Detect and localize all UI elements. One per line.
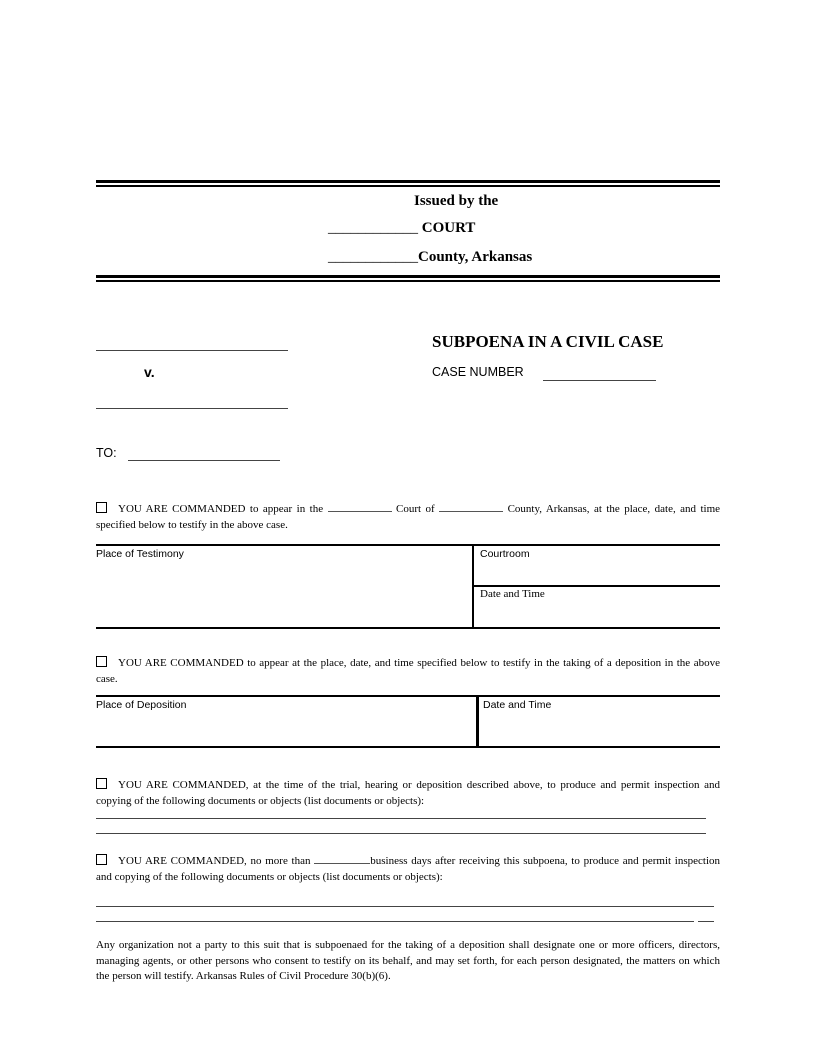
case-number-label: CASE NUMBER	[432, 365, 524, 379]
rule-30b6-notice: Any organization not a party to this suit that is subpoenaed for the taking of a deposition shall designate one or more officers, directors, managing agents, or other persons who consent to testify on its behalf, and may set forth, for each person designated, the matters on which the person will testify. Arkansas Rules of Civil Procedure 30(b)(6).	[96, 939, 720, 982]
to-label: TO:	[96, 446, 117, 460]
county-line	[328, 249, 532, 266]
county-label: County, Arkansas	[418, 249, 533, 265]
table2-divider	[476, 695, 479, 748]
header-bottom-rule	[96, 275, 720, 278]
section3-documents-line-2[interactable]	[96, 833, 706, 834]
section4-checkbox[interactable]	[96, 854, 107, 865]
defendant-blank[interactable]	[96, 408, 288, 409]
section4-documents-line-2[interactable]	[96, 921, 694, 922]
section4-documents-line-1[interactable]	[96, 906, 714, 907]
to-blank[interactable]	[128, 460, 280, 461]
section2-checkbox[interactable]	[96, 656, 107, 667]
place-of-deposition-label: Place of Deposition	[96, 699, 187, 711]
section1-county-blank[interactable]	[439, 511, 503, 512]
section4-paragraph: YOU ARE COMMANDED, no more than business days after receiving this subpoena, to produce and permit inspection and copying of the following documents or objects (list documents or objects):	[96, 855, 721, 883]
court-label: COURT	[421, 220, 476, 236]
table2-bottom-rule	[96, 746, 720, 748]
header-top-rule	[96, 180, 720, 183]
section3-paragraph: YOU ARE COMMANDED, at the time of the trial, hearing or deposition described above, to produce and permit inspection and copying of the following documents or objects (list documents or objects):	[96, 779, 720, 807]
section1-checkbox[interactable]	[96, 502, 107, 513]
table1-bottom-rule	[96, 627, 720, 629]
plaintiff-blank[interactable]	[96, 350, 288, 351]
courtroom-label: Courtroom	[480, 548, 530, 560]
section4-days-blank[interactable]	[314, 863, 370, 864]
table2-top-rule	[96, 695, 720, 697]
county-blank[interactable]: ____________	[328, 249, 418, 265]
section1-court-blank[interactable]	[328, 511, 392, 512]
section1-paragraph: YOU ARE COMMANDED to appear in the Court of County, Arkansas, at the place, date, and time specified below to testify in the above case.	[96, 503, 721, 531]
document-title: SUBPOENA IN A CIVIL CASE	[432, 332, 664, 351]
court-line	[328, 220, 475, 237]
case-number-blank[interactable]	[543, 380, 656, 381]
place-of-testimony-label: Place of Testimony	[96, 548, 184, 560]
section4-documents-line-2-end[interactable]	[698, 921, 714, 922]
court-blank[interactable]: ____________	[328, 220, 418, 236]
versus-text: v.	[144, 364, 155, 380]
header-top-rule-2	[96, 185, 720, 187]
deposition-datetime-label: Date and Time	[483, 699, 552, 711]
testimony-datetime-label: Date and Time	[480, 588, 545, 600]
issued-by-text: Issued by the	[414, 193, 499, 209]
header-bottom-rule-2	[96, 280, 720, 282]
table1-top-rule	[96, 544, 720, 546]
section3-documents-line-1[interactable]	[96, 818, 706, 819]
section3-checkbox[interactable]	[96, 778, 107, 789]
section2-paragraph: YOU ARE COMMANDED to appear at the place, date, and time specified below to testify in the taking of a deposition in the above case.	[96, 657, 720, 685]
table1-mid-rule	[473, 585, 720, 587]
